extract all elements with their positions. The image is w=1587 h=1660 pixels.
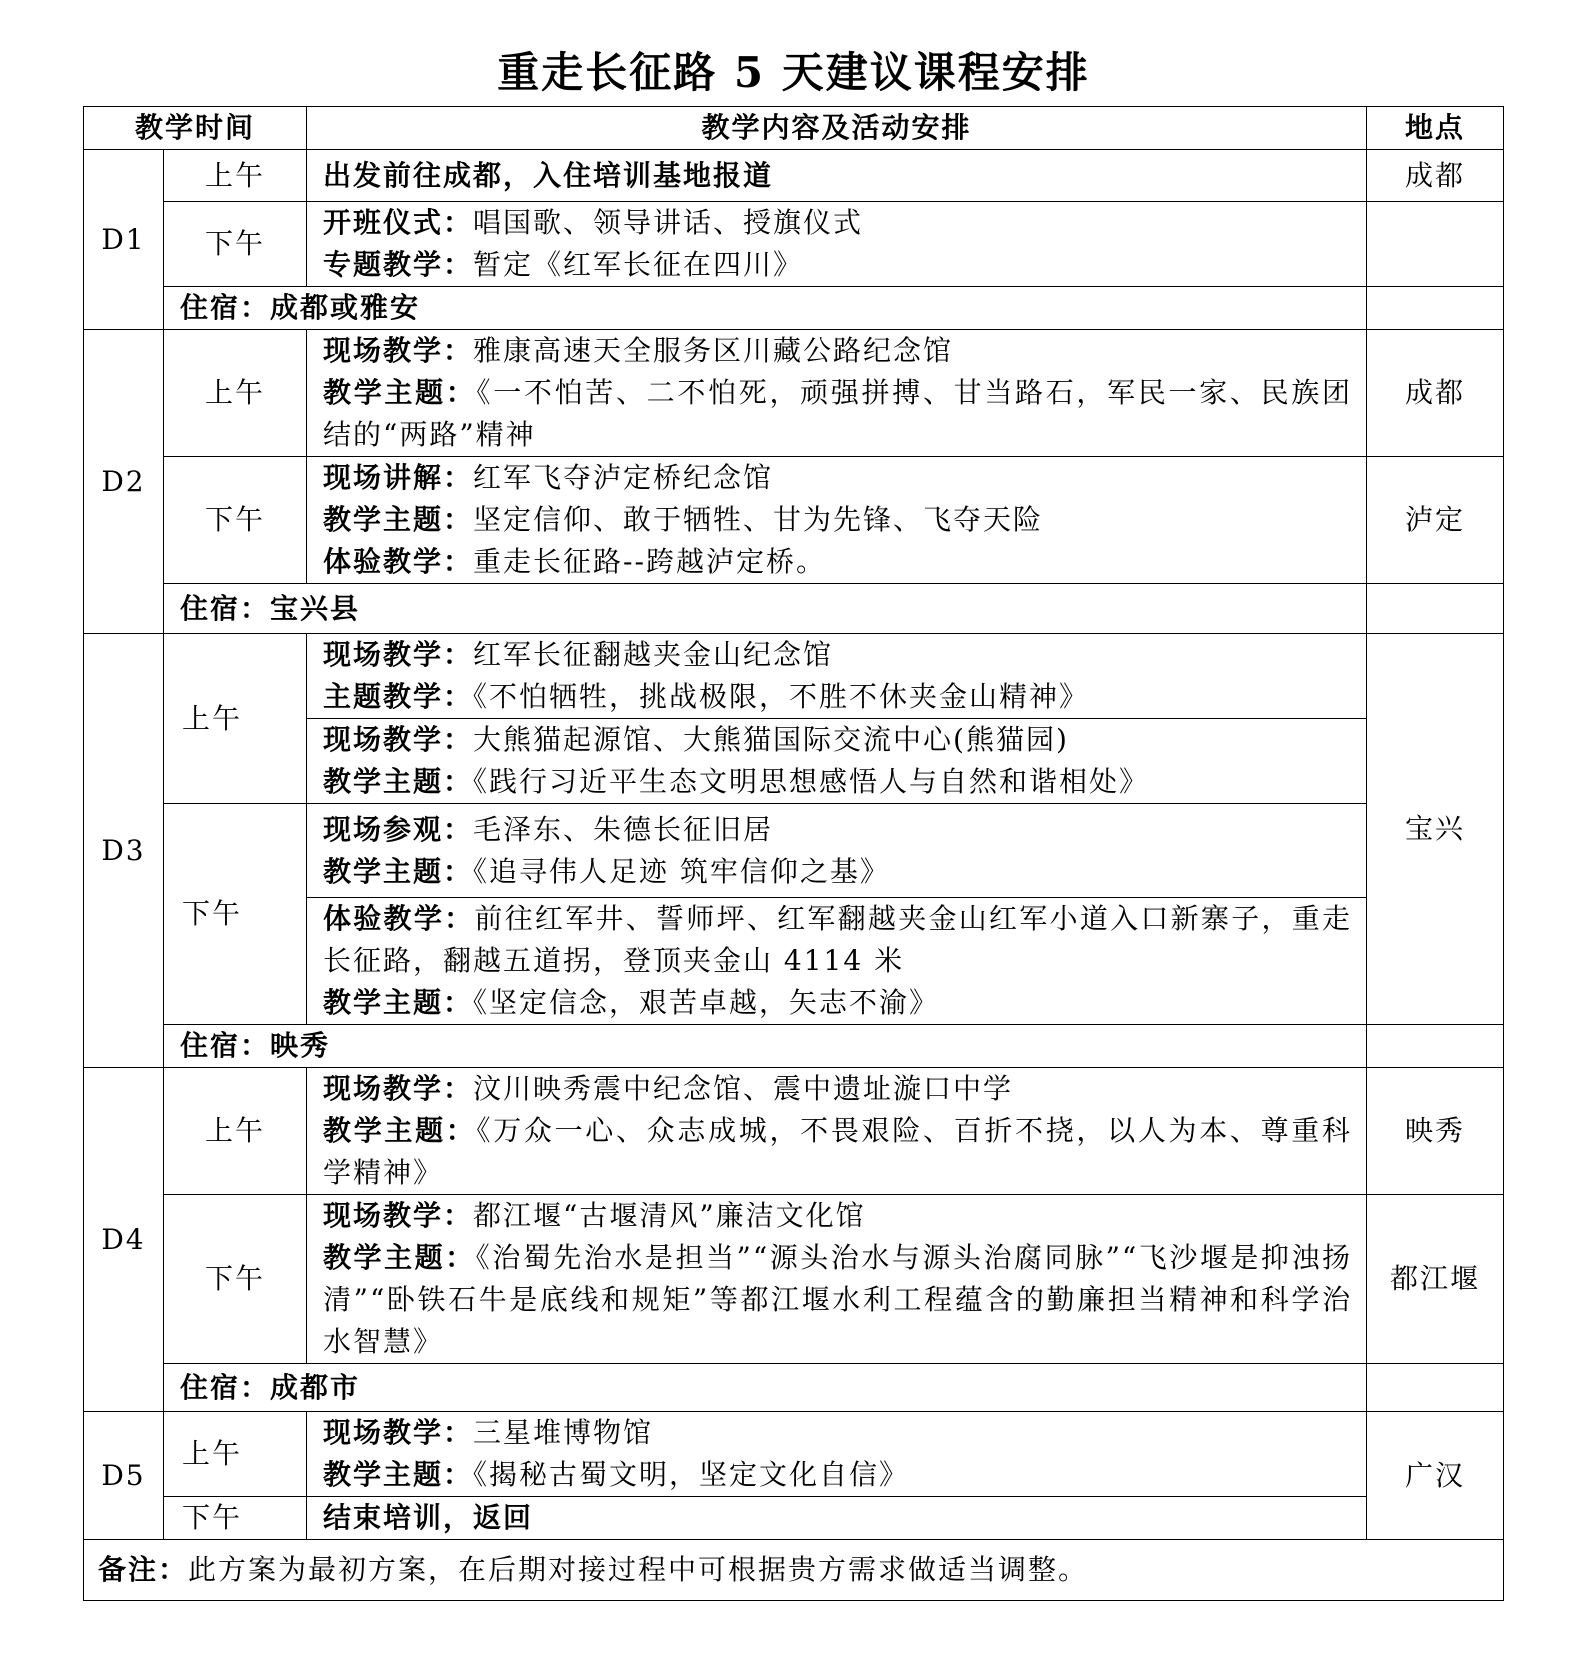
content-text: 《一不怕苦、二不怕死，顽强拼搏、甘当路石，军民一家、民族团结的“两路”精神 — [323, 376, 1352, 451]
content-text: 《坚定信念，艰苦卓越，矢志不渝》 — [473, 986, 940, 1019]
content-label: 教学主题： — [323, 986, 474, 1019]
content-label: 现场讲解： — [323, 461, 474, 494]
content-text: 《揭秘古蜀文明，坚定文化自信》 — [473, 1458, 910, 1491]
content-label: 现场教学： — [323, 1416, 474, 1449]
content-text: 重走长征路--跨越泸定桥。 — [473, 545, 826, 578]
day-label-d5: D5 — [84, 1412, 164, 1540]
content-label: 现场教学： — [323, 334, 474, 367]
d4-am-row — [84, 1068, 1504, 1195]
d1-stay-location — [1367, 287, 1504, 330]
d4-stay-location — [1367, 1364, 1504, 1412]
day-label-d2: D2 — [84, 330, 164, 634]
content-text: 毛泽东、朱德长征旧居 — [473, 812, 774, 846]
content-label: 现场教学： — [323, 638, 474, 671]
d3-pm-content-b — [307, 898, 1367, 1025]
d3-stay-location — [1367, 1025, 1504, 1068]
d2-stay-row — [84, 584, 1504, 634]
d4-stay-row — [84, 1364, 1504, 1412]
day-label-d3: D3 — [84, 634, 164, 1068]
content-label: 教学主题： — [323, 1458, 474, 1491]
note-label: 备注： — [98, 1553, 189, 1586]
d5-pm-row — [84, 1497, 1504, 1540]
content-text: 《追寻伟人足迹 筑牢信仰之基》 — [473, 854, 890, 888]
d2-am-location: 成都 — [1367, 330, 1504, 457]
content-label: 教学主题： — [323, 854, 474, 888]
d5-pm-period: 下午 — [164, 1497, 307, 1540]
d5-am-period: 上午 — [164, 1412, 307, 1497]
d3-stay: 住宿：映秀 — [164, 1025, 1367, 1068]
d4-stay: 住宿：成都市 — [164, 1364, 1367, 1412]
d3-pm-content-a — [307, 804, 1367, 898]
d3-am-row-a — [84, 634, 1504, 719]
d2-stay-location — [1367, 584, 1504, 634]
d2-pm-location: 泸定 — [1367, 457, 1504, 584]
d1-pm-content — [307, 202, 1367, 287]
d2-am-period: 上午 — [164, 330, 307, 457]
d1-am-row — [84, 150, 1504, 202]
content-label: 教学主题： — [323, 503, 474, 536]
d4-am-location: 映秀 — [1367, 1068, 1504, 1195]
d2-stay: 住宿：宝兴县 — [164, 584, 1367, 634]
header-content: 教学内容及活动安排 — [307, 107, 1367, 150]
note — [84, 1540, 1504, 1601]
header-time: 教学时间 — [84, 107, 307, 150]
d1-pm-location — [1367, 202, 1504, 287]
d4-pm-row — [84, 1195, 1504, 1364]
content-label: 现场教学： — [323, 1199, 474, 1232]
content-label: 体验教学： — [323, 545, 474, 578]
d4-pm-location: 都江堰 — [1367, 1195, 1504, 1364]
content-label: 主题教学： — [323, 680, 474, 713]
schedule-table — [83, 106, 1504, 1601]
content-label: 教学主题： — [323, 1114, 477, 1147]
content-text: 唱国歌、领导讲话、授旗仪式 — [473, 206, 864, 239]
content-text: 大熊猫起源馆、大熊猫国际交流中心(熊猫园) — [473, 723, 1069, 756]
d3-location: 宝兴 — [1367, 634, 1504, 1025]
d2-pm-content — [307, 457, 1367, 584]
content-label: 现场参观： — [323, 812, 474, 846]
content-text: 《万众一心、众志成城，不畏艰险、百折不挠，以人为本、尊重科学精神》 — [323, 1114, 1352, 1189]
content-text: 《不怕牺牲，挑战极限，不胜不休夹金山精神》 — [473, 680, 1090, 713]
content-label: 现场教学： — [323, 723, 474, 756]
d1-am-location: 成都 — [1367, 150, 1504, 202]
d2-pm-row — [84, 457, 1504, 584]
d1-stay: 住宿：成都或雅安 — [164, 287, 1367, 330]
content-label: 教学主题： — [323, 376, 477, 409]
d3-am-content-b — [307, 719, 1367, 804]
d4-pm-period: 下午 — [164, 1195, 307, 1364]
content-text: 暂定《红军长征在四川》 — [473, 248, 804, 281]
d3-pm-period: 下午 — [164, 804, 307, 1025]
content-text: 红军长征翻越夹金山纪念馆 — [473, 638, 834, 671]
content-text: 红军飞夺泸定桥纪念馆 — [473, 461, 774, 494]
note-text: 此方案为最初方案，在后期对接过程中可根据贵方需求做适当调整。 — [188, 1553, 1089, 1586]
d1-pm-period: 下午 — [164, 202, 307, 287]
content-text: 三星堆博物馆 — [473, 1416, 654, 1449]
content-text: 坚定信仰、敢于牺牲、甘为先锋、飞夺天险 — [473, 503, 1044, 536]
content-label: 教学主题： — [323, 765, 474, 798]
d5-pm-content: 结束培训，返回 — [307, 1497, 1367, 1540]
day-label-d4: D4 — [84, 1068, 164, 1412]
d1-am-content: 出发前往成都，入住培训基地报道 — [307, 150, 1367, 202]
d3-pm-row-a — [84, 804, 1504, 898]
content-text: 《践行习近平生态文明思想感悟人与自然和谐相处》 — [473, 765, 1150, 798]
d1-pm-row — [84, 202, 1504, 287]
content-label: 专题教学： — [323, 248, 474, 281]
d4-am-period: 上午 — [164, 1068, 307, 1195]
d5-am-content — [307, 1412, 1367, 1497]
content-text: 都江堰“古堰清风”廉洁文化馆 — [473, 1199, 866, 1232]
note-row — [84, 1540, 1504, 1601]
d4-pm-content — [307, 1195, 1367, 1364]
d3-am-content-a — [307, 634, 1367, 719]
header-row — [84, 107, 1504, 150]
d5-am-row — [84, 1412, 1504, 1497]
d4-am-content — [307, 1068, 1367, 1195]
day-label-d1: D1 — [84, 150, 164, 330]
d2-pm-period: 下午 — [164, 457, 307, 584]
content-label: 开班仪式： — [323, 206, 474, 239]
content-text: 雅康高速天全服务区川藏公路纪念馆 — [473, 334, 954, 367]
content-label: 体验教学： — [323, 902, 475, 935]
content-label: 现场教学： — [323, 1072, 474, 1105]
d2-am-content — [307, 330, 1367, 457]
d1-stay-row — [84, 287, 1504, 330]
content-label: 教学主题： — [323, 1241, 476, 1274]
d3-stay-row — [84, 1025, 1504, 1068]
d3-am-period: 上午 — [164, 634, 307, 804]
content-text: 前往红军井、誓师坪、红军翻越夹金山红军小道入口新寨子，重走长征路，翻越五道拐，登顶夹金山 4114 米 — [323, 902, 1353, 977]
content-text: 汶川映秀震中纪念馆、震中遗址漩口中学 — [473, 1072, 1014, 1105]
d1-am-period: 上午 — [164, 150, 307, 202]
page-title: 重走长征路 5 天建议课程安排 — [497, 48, 1090, 97]
d5-location: 广汉 — [1367, 1412, 1504, 1540]
header-location: 地点 — [1367, 107, 1504, 150]
content-text: 《治蜀先治水是担当”“源头治水与源头治腐同脉”“飞沙堰是抑浊扬清”“卧铁石牛是底线和规矩”等都江堰水利工程蕴含的勤廉担当精神和科学治水智慧》 — [323, 1241, 1353, 1358]
d2-am-row — [84, 330, 1504, 457]
